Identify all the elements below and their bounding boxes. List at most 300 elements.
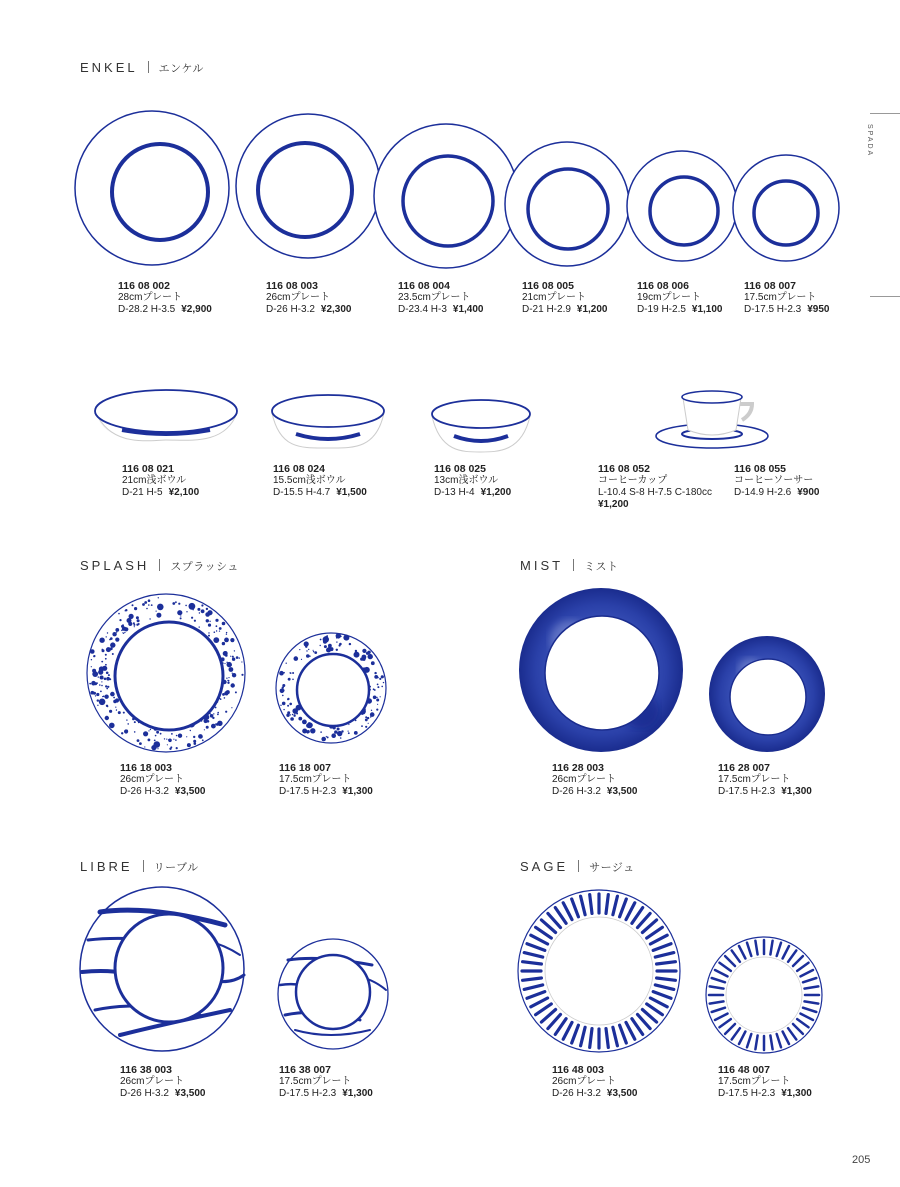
glaze-splash-dot <box>121 732 123 734</box>
glaze-splash-dot <box>146 608 148 610</box>
glaze-splash-dot <box>118 711 121 714</box>
glaze-splash-dot <box>214 631 216 633</box>
glaze-splash-dot <box>220 698 222 700</box>
glaze-splash-dot <box>134 731 136 733</box>
glaze-splash-dot <box>282 702 286 706</box>
product-name: 28cmプレート <box>118 292 183 303</box>
product-dimensions: D-17.5 H-2.3 <box>744 304 802 315</box>
glaze-splash-dot <box>124 729 128 733</box>
glaze-splash-dot <box>280 705 281 706</box>
glaze-splash-dot <box>168 739 172 743</box>
glaze-splash-dot <box>306 650 307 651</box>
glaze-splash-dot <box>102 649 105 652</box>
product-code: 116 28 007 <box>718 762 770 774</box>
product-name: 26cmプレート <box>266 292 331 303</box>
glaze-splash-dot <box>326 736 327 737</box>
product-code: 116 08 002 <box>118 280 170 292</box>
product-code: 116 08 052 <box>598 463 650 475</box>
glaze-splash-dot <box>217 712 219 714</box>
glaze-splash-dot <box>113 697 115 699</box>
glaze-splash-dot <box>208 632 209 633</box>
product-price: ¥3,500 <box>174 786 206 797</box>
glaze-splash-dot <box>231 665 232 666</box>
glaze-splash-dot <box>293 715 295 717</box>
glaze-splash-dot <box>222 622 226 626</box>
glaze-splash-dot <box>228 680 230 682</box>
glaze-splash-dot <box>377 684 379 686</box>
glaze-splash-dot <box>101 681 102 682</box>
glaze-splash-dot <box>127 723 129 725</box>
product-code: 116 08 006 <box>637 280 689 292</box>
glaze-splash-dot <box>172 602 175 605</box>
product-dimensions: D-21 H-2.9 <box>522 304 571 315</box>
glaze-splash-dot <box>110 642 115 647</box>
glaze-splash-dot <box>105 658 107 660</box>
glaze-splash-dot <box>109 723 115 729</box>
glaze-splash-dot <box>377 704 378 705</box>
section-subtitle: エンケル <box>158 63 204 75</box>
glaze-splash-dot <box>376 709 378 711</box>
product-spec-line <box>718 786 812 798</box>
bowl-enkel-13cm <box>432 400 530 452</box>
glaze-splash-dot <box>380 696 381 697</box>
glaze-splash-dot <box>164 738 165 739</box>
glaze-splash-dot <box>320 639 322 641</box>
glaze-splash-dot <box>308 722 311 725</box>
product-dimensions: D-26 H-3.2 <box>266 304 315 315</box>
product-caption <box>598 463 712 511</box>
glaze-splash-dot <box>175 739 177 741</box>
glaze-splash-dot <box>224 663 225 664</box>
glaze-splash-dot <box>362 649 366 653</box>
glaze-splash-dot <box>226 662 227 663</box>
glaze-splash-dot <box>222 642 225 645</box>
product-dimensions: D-15.5 H-4.7 <box>273 487 331 498</box>
glaze-splash-dot <box>349 643 351 645</box>
glaze-stripe <box>523 962 542 964</box>
glaze-splash-dot <box>153 743 157 747</box>
glaze-splash-dot <box>108 674 110 676</box>
glaze-splash-dot <box>122 624 124 626</box>
product-name: 26cmプレート <box>120 1076 185 1087</box>
product-code: 116 08 021 <box>122 463 174 475</box>
product-price: ¥1,300 <box>342 786 373 797</box>
product-name: 17.5cmプレート <box>744 292 817 303</box>
product-price: ¥2,300 <box>320 304 352 315</box>
glaze-splash-dot <box>189 603 196 610</box>
glaze-splash-dot <box>328 644 332 648</box>
glaze-splash-dot <box>211 724 216 729</box>
glaze-splash-dot <box>119 619 121 621</box>
product-dimensions: D-21 H-5 <box>122 487 163 498</box>
section-subtitle: リーブル <box>153 862 199 874</box>
glaze-splash-dot <box>368 654 373 659</box>
glaze-splash-dot <box>327 635 328 636</box>
glaze-splash-dot <box>308 649 309 650</box>
glaze-splash-dot <box>93 655 95 657</box>
glaze-stripe <box>523 978 542 980</box>
glaze-splash-dot <box>110 692 115 697</box>
glaze-splash-dot <box>207 610 212 615</box>
product-caption <box>552 1064 638 1100</box>
glaze-splash-dot <box>286 714 289 717</box>
glaze-splash-dot <box>92 691 94 693</box>
glaze-splash-dot <box>105 654 107 656</box>
glaze-splash-dot <box>376 697 377 698</box>
plate-splash-17cm <box>276 633 386 743</box>
glaze-splash-dot <box>98 676 99 677</box>
glaze-splash-dot <box>156 731 159 734</box>
glaze-splash-dot <box>105 716 109 720</box>
product-code: 116 08 007 <box>744 280 796 292</box>
product-caption <box>266 280 352 316</box>
glaze-splash-dot <box>100 691 102 693</box>
glaze-splash-dot <box>176 735 178 737</box>
product-price: ¥1,200 <box>480 487 512 498</box>
glaze-splash-dot <box>294 713 295 714</box>
glaze-splash-dot <box>292 714 294 716</box>
glaze-splash-dot <box>202 739 204 741</box>
glaze-splash-dot <box>283 672 285 674</box>
product-dimensions: D-17.5 H-2.3 <box>279 786 337 797</box>
product-caption <box>120 1064 206 1100</box>
glaze-splash-dot <box>290 714 291 715</box>
glaze-splash-dot <box>201 609 205 613</box>
glaze-splash-dot <box>133 622 135 624</box>
glaze-splash-dot <box>105 685 107 687</box>
glaze-splash-dot <box>123 712 125 714</box>
glaze-splash-dot <box>199 612 200 613</box>
glaze-splash-dot <box>158 597 159 598</box>
glaze-splash-dot <box>331 733 336 738</box>
glaze-splash-dot <box>155 748 157 750</box>
glaze-splash-dot <box>219 627 222 630</box>
glaze-splash-dot <box>128 622 132 626</box>
plate-splash-26cm <box>87 594 245 752</box>
glaze-splash-dot <box>132 604 134 606</box>
product-name: 17.5cmプレート <box>279 1076 352 1087</box>
section-subtitle: サージュ <box>589 862 635 874</box>
glaze-splash-dot <box>180 617 182 619</box>
glaze-splash-dot <box>102 696 103 697</box>
glaze-splash-dot <box>222 693 225 696</box>
glaze-splash-dot <box>137 619 140 622</box>
product-price: ¥3,500 <box>174 1088 206 1099</box>
section-subtitle: スプラッシュ <box>170 561 239 573</box>
glaze-splash-dot <box>136 624 138 626</box>
product-name: 26cmプレート <box>552 774 617 785</box>
product-price: ¥1,300 <box>781 1088 812 1099</box>
product-spec-line <box>120 786 206 798</box>
glaze-splash-dot <box>226 678 227 679</box>
glaze-splash-dot <box>374 675 378 679</box>
glaze-splash-dot <box>213 637 219 643</box>
glaze-splash-dot <box>229 667 234 672</box>
product-caption <box>120 762 206 798</box>
glaze-splash-dot <box>96 693 99 696</box>
glaze-splash-dot <box>326 638 327 639</box>
product-dimensions: D-26 H-3.2 <box>120 786 169 797</box>
glaze-splash-dot <box>373 696 377 700</box>
product-dimensions: D-26 H-3.2 <box>552 1088 601 1099</box>
glaze-splash-dot <box>288 678 291 681</box>
glaze-splash-dot <box>151 604 153 606</box>
product-spec-line <box>398 304 484 316</box>
glaze-splash-dot <box>109 639 111 641</box>
glaze-splash-dot <box>186 736 187 737</box>
product-spec-line <box>552 1088 638 1100</box>
plate-mist-26cm <box>519 588 683 752</box>
glaze-splash-dot <box>301 659 302 660</box>
glaze-splash-dot <box>190 730 191 731</box>
product-spec-line <box>122 487 199 499</box>
glaze-splash-dot <box>193 740 196 743</box>
glaze-splash-dot <box>354 652 360 658</box>
glaze-splash-dot <box>171 733 173 735</box>
product-spec-line <box>279 1088 373 1100</box>
plate-sage-17cm <box>706 937 822 1053</box>
bowl-enkel-21cm <box>95 390 237 441</box>
glaze-splash-dot <box>298 717 302 721</box>
glaze-splash-dot <box>294 656 299 661</box>
product-price: ¥3,500 <box>606 786 638 797</box>
product-price: ¥900 <box>797 487 820 498</box>
coffee-cup-and-saucer <box>656 391 768 448</box>
product-code: 116 18 003 <box>120 762 172 774</box>
glaze-splash-dot <box>107 632 108 633</box>
plate-enkel-26cm <box>236 114 380 258</box>
glaze-splash-dot <box>118 613 120 615</box>
glaze-splash-dot <box>292 679 294 681</box>
glaze-splash-dot <box>106 672 109 675</box>
glaze-splash-dot <box>320 645 321 646</box>
glaze-splash-dot <box>360 658 363 661</box>
product-spec-line <box>552 786 638 798</box>
product-code: 116 08 004 <box>398 280 450 292</box>
glaze-splash-dot <box>235 691 237 693</box>
series-side-label: SPADA <box>866 124 873 158</box>
glaze-splash-dot <box>230 656 231 657</box>
section-name: LIBRE <box>80 859 133 874</box>
glaze-splash-dot <box>176 747 178 749</box>
glaze-splash-dot <box>354 731 358 735</box>
glaze-splash-dot <box>116 709 117 710</box>
plate-enkel-19cm <box>627 151 737 261</box>
section-name: MIST <box>520 558 564 573</box>
glaze-splash-dot <box>92 669 96 673</box>
product-dimensions: D-17.5 H-2.3 <box>279 1088 337 1099</box>
product-caption <box>273 463 367 499</box>
glaze-splash-dot <box>383 682 384 683</box>
glaze-splash-dot <box>106 636 107 637</box>
glaze-splash-dot <box>292 672 294 674</box>
glaze-splash-dot <box>106 688 108 690</box>
product-price: ¥1,500 <box>336 487 367 498</box>
glaze-splash-dot <box>187 743 191 747</box>
product-spec-line <box>718 1088 812 1100</box>
glaze-splash-dot <box>186 611 187 612</box>
glaze-splash-dot <box>336 637 337 638</box>
glaze-splash-dot <box>178 734 182 738</box>
glaze-splash-dot <box>115 628 119 632</box>
glaze-splash-dot <box>155 735 157 737</box>
glaze-splash-dot <box>204 729 205 730</box>
plate-enkel-28cm <box>75 111 229 265</box>
glaze-splash-dot <box>299 649 300 650</box>
glaze-splash-dot <box>144 746 145 747</box>
product-name: 21cm浅ボウル <box>122 475 187 486</box>
product-name: 13cm浅ボウル <box>434 475 499 486</box>
glaze-splash-dot <box>216 630 217 631</box>
product-dimensions: D-17.5 H-2.3 <box>718 786 776 797</box>
product-name: 26cmプレート <box>552 1076 617 1087</box>
plate-enkel-17cm <box>733 155 839 261</box>
glaze-splash-dot <box>102 666 107 671</box>
glaze-splash-dot <box>97 705 98 706</box>
glaze-splash-dot <box>216 625 218 627</box>
glaze-splash-dot <box>177 610 182 615</box>
product-name: 23.5cmプレート <box>398 292 471 303</box>
glaze-splash-dot <box>234 650 235 651</box>
section-name: ENKEL <box>80 60 138 75</box>
product-spec-line <box>434 487 511 499</box>
product-spec-line <box>744 304 830 316</box>
glaze-splash-dot <box>305 646 307 648</box>
glaze-splash-dot <box>134 607 137 610</box>
product-code: 116 48 003 <box>552 1064 604 1076</box>
product-spec-line <box>522 304 608 316</box>
glaze-splash-dot <box>95 695 96 696</box>
product-caption <box>734 463 820 499</box>
glaze-splash-dot <box>336 641 337 642</box>
glaze-splash-dot <box>180 615 181 616</box>
glaze-splash-dot <box>115 638 119 642</box>
product-price: ¥1,300 <box>342 1088 373 1099</box>
product-code: 116 38 007 <box>279 1064 331 1076</box>
glaze-splash-dot <box>381 675 384 678</box>
product-code: 116 08 055 <box>734 463 786 475</box>
glaze-splash-dot <box>148 604 150 606</box>
product-price: ¥1,400 <box>452 304 484 315</box>
product-caption <box>744 280 830 316</box>
product-name: コーヒーカップ <box>598 475 668 486</box>
product-price: ¥1,100 <box>691 304 723 315</box>
glaze-splash-dot <box>194 620 196 622</box>
glaze-splash-dot <box>206 619 209 622</box>
glaze-splash-dot <box>148 730 149 731</box>
glaze-splash-dot <box>302 729 307 734</box>
product-dimensions: D-26 H-3.2 <box>552 786 601 797</box>
product-caption <box>398 280 484 316</box>
product-spec-line <box>266 304 352 316</box>
glaze-splash-dot <box>231 683 235 687</box>
section-subtitle: ミスト <box>584 561 619 573</box>
product-caption <box>637 280 723 316</box>
product-caption <box>718 762 812 798</box>
glaze-splash-dot <box>175 601 177 603</box>
glaze-splash-dot <box>96 682 98 684</box>
glaze-splash-dot <box>289 703 292 706</box>
glaze-splash-dot <box>156 613 161 618</box>
product-caption <box>434 463 511 499</box>
glaze-splash-dot <box>327 736 329 738</box>
product-spec-line <box>120 1088 206 1100</box>
glaze-splash-dot <box>365 726 367 728</box>
section-name: SPLASH <box>80 558 150 573</box>
glaze-splash-dot <box>166 739 167 740</box>
product-price: ¥1,200 <box>576 304 608 315</box>
glaze-splash-dot <box>97 699 99 701</box>
product-name: コーヒーソーサー <box>734 475 814 486</box>
glaze-splash-dot <box>208 635 210 637</box>
product-dimensions: D-17.5 H-2.3 <box>718 1088 776 1099</box>
glaze-splash-dot <box>207 720 210 723</box>
product-code: 116 48 007 <box>718 1064 770 1076</box>
glaze-splash-dot <box>279 671 284 676</box>
glaze-splash-dot <box>343 635 349 641</box>
product-name: 17.5cmプレート <box>718 774 791 785</box>
product-dimensions: D-26 H-3.2 <box>120 1088 169 1099</box>
plate-libre-26cm <box>80 887 244 1051</box>
glaze-splash-dot <box>224 638 229 643</box>
glaze-splash-dot <box>287 705 289 707</box>
product-name: 19cmプレート <box>637 292 702 303</box>
glaze-splash-dot <box>336 649 338 651</box>
product-price: ¥1,300 <box>781 786 812 797</box>
glaze-splash-dot <box>99 638 104 643</box>
glaze-splash-dot <box>231 707 232 708</box>
glaze-splash-dot <box>157 604 164 611</box>
glaze-splash-dot <box>148 739 151 742</box>
plate-sage-26cm <box>518 890 680 1052</box>
product-caption <box>118 280 212 316</box>
glaze-splash-dot <box>104 695 108 699</box>
glaze-splash-dot <box>157 748 158 749</box>
glaze-splash-dot <box>137 739 140 742</box>
glaze-splash-dot <box>224 651 228 655</box>
glaze-splash-dot <box>340 636 342 638</box>
glaze-splash-dot <box>364 660 365 661</box>
product-caption <box>522 280 608 316</box>
glaze-splash-dot <box>348 724 349 725</box>
glaze-splash-dot <box>209 621 210 622</box>
glaze-stripe <box>606 895 608 914</box>
glaze-splash-dot <box>361 725 363 727</box>
plate-mist-17cm <box>709 636 825 752</box>
product-name: 17.5cmプレート <box>718 1076 791 1087</box>
product-dimensions: D-19 H-2.5 <box>637 304 686 315</box>
glaze-splash-dot <box>142 603 145 606</box>
product-caption <box>718 1064 812 1100</box>
glaze-splash-dot <box>89 683 91 685</box>
glaze-splash-dot <box>282 695 284 697</box>
glaze-splash-dot <box>134 626 135 627</box>
glaze-splash-dot <box>90 649 95 654</box>
glaze-splash-dot <box>148 599 151 602</box>
glaze-splash-dot <box>230 638 234 642</box>
plate-enkel-23cm <box>374 124 518 268</box>
glaze-splash-dot <box>321 737 326 742</box>
glaze-splash-dot <box>91 659 92 660</box>
glaze-splash-dot <box>377 686 379 688</box>
glaze-splash-dot <box>198 734 203 739</box>
glaze-splash-dot <box>227 682 229 684</box>
product-code: 116 28 003 <box>552 762 604 774</box>
product-caption <box>279 762 373 798</box>
glaze-splash-dot <box>144 601 147 604</box>
glaze-splash-dot <box>376 699 379 702</box>
plate-libre-17cm <box>278 939 388 1049</box>
